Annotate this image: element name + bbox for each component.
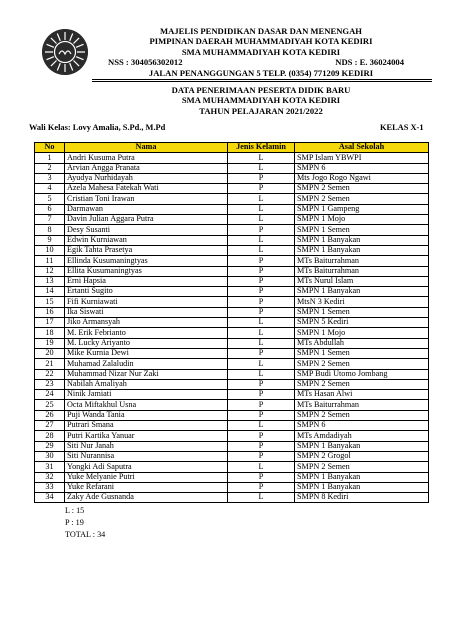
- letterhead-line-1: MAJELIS PENDIDIKAN DASAR DAN MENENGAH: [160, 26, 362, 36]
- document-title: [96, 85, 426, 116]
- table-row: [35, 235, 429, 245]
- cell-nama: Siti Nurannisa: [65, 451, 228, 461]
- letterhead-line-3: SMA MUHAMMADIYAH KOTA KEDIRI: [181, 46, 341, 57]
- cell-asal-sekolah: SMPN 1 Semen: [295, 225, 429, 235]
- cell-asal-sekolah: SMPN 6: [295, 421, 429, 431]
- cell-asal-sekolah: SMPN 1 Banyakan: [295, 441, 429, 451]
- table-row: [35, 287, 429, 297]
- cell-jenis-kelamin: L: [228, 204, 295, 214]
- cell-nama: Yuke Melyanie Putri: [65, 472, 228, 482]
- cell-no: 22: [35, 369, 65, 379]
- cell-jenis-kelamin: P: [228, 307, 295, 317]
- cell-nama: Ika Siswati: [65, 307, 228, 317]
- cell-no: 8: [35, 225, 65, 235]
- cell-asal-sekolah: MTs Baiturrahman: [295, 400, 429, 410]
- cell-no: 19: [35, 338, 65, 348]
- cell-no: 32: [35, 472, 65, 482]
- table-row: [35, 451, 429, 461]
- cell-jenis-kelamin: P: [228, 379, 295, 389]
- table-row: [35, 421, 429, 431]
- letterhead-rule-top: [92, 79, 432, 80]
- cell-no: 12: [35, 266, 65, 276]
- cell-no: 17: [35, 318, 65, 328]
- cell-no: 10: [35, 245, 65, 255]
- table-row: [35, 493, 429, 503]
- cell-asal-sekolah: SMPN 1 Banyakan: [295, 235, 429, 245]
- table-row: [35, 441, 429, 451]
- cell-nama: Fifi Kurniawati: [65, 297, 228, 307]
- cell-no: 24: [35, 390, 65, 400]
- letterhead-ids: [96, 57, 426, 67]
- cell-jenis-kelamin: P: [228, 431, 295, 441]
- cell-jenis-kelamin: P: [228, 173, 295, 183]
- summary-total: TOTAL : 34: [65, 530, 106, 540]
- cell-asal-sekolah: SMPN 2 Semen: [295, 379, 429, 389]
- cell-asal-sekolah: SMPN 1 Banyakan: [295, 245, 429, 255]
- letterhead: [96, 26, 426, 78]
- table-row: [35, 431, 429, 441]
- table-row: [35, 184, 429, 194]
- cell-no: 28: [35, 431, 65, 441]
- cell-nama: Siti Nur Janah: [65, 441, 228, 451]
- cell-asal-sekolah: Mts Jogo Rogo Ngawi: [295, 173, 429, 183]
- cell-nama: Jiko Armansyah: [65, 318, 228, 328]
- cell-no: 16: [35, 307, 65, 317]
- table-row: [35, 204, 429, 214]
- cell-no: 7: [35, 215, 65, 225]
- cell-nama: Octa Miftakhul Usna: [65, 400, 228, 410]
- cell-no: 6: [35, 204, 65, 214]
- cell-nama: Yuke Refarani: [65, 482, 228, 492]
- table-row: [35, 163, 429, 173]
- cell-asal-sekolah: MTs Amdadiyah: [295, 431, 429, 441]
- cell-jenis-kelamin: L: [228, 235, 295, 245]
- table-row: [35, 379, 429, 389]
- cell-no: 9: [35, 235, 65, 245]
- cell-asal-sekolah: SMP Islam YBWPI: [295, 153, 429, 163]
- cell-jenis-kelamin: L: [228, 359, 295, 369]
- cell-no: 23: [35, 379, 65, 389]
- table-row: [35, 359, 429, 369]
- cell-jenis-kelamin: L: [228, 493, 295, 503]
- cell-nama: Arvian Angga Pranata: [65, 163, 228, 173]
- title-line-3: TAHUN PELAJARAN 2021/2022: [199, 105, 323, 116]
- cell-asal-sekolah: MTs Hasan Alwi: [295, 390, 429, 400]
- cell-nama: Egik Tahta Prasetya: [65, 245, 228, 255]
- cell-jenis-kelamin: P: [228, 400, 295, 410]
- cell-asal-sekolah: SMPN 1 Semen: [295, 348, 429, 358]
- header-asal-sekolah: Asal Sekolah: [295, 143, 429, 153]
- cell-nama: Zaky Ade Gusnanda: [65, 493, 228, 503]
- letterhead-rule-bottom: [92, 81, 432, 82]
- cell-asal-sekolah: SMPN 2 Semen: [295, 410, 429, 420]
- cell-nama: M. Lucky Ariyanto: [65, 338, 228, 348]
- letterhead-line-2: PIMPINAN DAERAH MUHAMMADIYAH KOTA KEDIRI: [149, 36, 373, 47]
- table-row: [35, 390, 429, 400]
- table-row: [35, 153, 429, 163]
- cell-jenis-kelamin: P: [228, 287, 295, 297]
- cell-nama: Ayudya Nurhidayah: [65, 173, 228, 183]
- cell-jenis-kelamin: P: [228, 297, 295, 307]
- cell-nama: Yongki Adi Saputra: [65, 462, 228, 472]
- table-row: [35, 472, 429, 482]
- table-row: [35, 245, 429, 255]
- cell-asal-sekolah: MTs Nurul Islam: [295, 276, 429, 286]
- summary-male: L : 15: [65, 506, 85, 515]
- cell-asal-sekolah: SMPN 1 Mojo: [295, 328, 429, 338]
- cell-asal-sekolah: MtsN 3 Kediri: [295, 297, 429, 307]
- cell-nama: Edwin Kurniawan: [65, 235, 228, 245]
- cell-asal-sekolah: SMPN 1 Semen: [295, 307, 429, 317]
- cell-asal-sekolah: SMPN 8 Kediri: [295, 493, 429, 503]
- cell-nama: Erni Hapsia: [65, 276, 228, 286]
- cell-jenis-kelamin: L: [228, 369, 295, 379]
- cell-jenis-kelamin: P: [228, 410, 295, 420]
- cell-nama: Davin Julian Aggara Putra: [65, 215, 228, 225]
- cell-jenis-kelamin: P: [228, 441, 295, 451]
- cell-asal-sekolah: MTs Baiturrahman: [295, 256, 429, 266]
- cell-nama: Putri Kartika Yanuar: [65, 431, 228, 441]
- table-row: [35, 276, 429, 286]
- cell-asal-sekolah: SMPN 2 Semen: [295, 184, 429, 194]
- cell-no: 1: [35, 153, 65, 163]
- cell-jenis-kelamin: L: [228, 338, 295, 348]
- cell-nama: Desy Susanti: [65, 225, 228, 235]
- header-nama: Nama: [65, 143, 228, 153]
- cell-nama: Muhammad Nizar Nur Zaki: [65, 369, 228, 379]
- table-row: [35, 482, 429, 492]
- cell-nama: Darmawan: [65, 204, 228, 214]
- gender-summary: [65, 505, 105, 542]
- cell-no: 5: [35, 194, 65, 204]
- cell-jenis-kelamin: P: [228, 266, 295, 276]
- cell-jenis-kelamin: P: [228, 482, 295, 492]
- table-body: [35, 153, 429, 503]
- cell-nama: M. Erik Febrianto: [65, 328, 228, 338]
- student-table: [34, 142, 429, 503]
- cell-jenis-kelamin: P: [228, 472, 295, 482]
- cell-no: 15: [35, 297, 65, 307]
- table-row: [35, 410, 429, 420]
- cell-no: 31: [35, 462, 65, 472]
- cell-asal-sekolah: SMPN 1 Banyakan: [295, 472, 429, 482]
- cell-jenis-kelamin: L: [228, 194, 295, 204]
- table-row: [35, 307, 429, 317]
- cell-nama: Ellita Kusumaningtyas: [65, 266, 228, 276]
- table-row: [35, 256, 429, 266]
- cell-no: 13: [35, 276, 65, 286]
- cell-jenis-kelamin: L: [228, 163, 295, 173]
- cell-jenis-kelamin: P: [228, 348, 295, 358]
- cell-jenis-kelamin: L: [228, 318, 295, 328]
- table-row: [35, 297, 429, 307]
- cell-nama: Putrari Smana: [65, 421, 228, 431]
- cell-no: 26: [35, 410, 65, 420]
- cell-nama: Andri Kusuma Putra: [65, 153, 228, 163]
- letterhead-address: JALAN PENANGGUNGAN 5 TELP. (0354) 771209 KEDIRI: [148, 67, 374, 78]
- cell-no: 29: [35, 441, 65, 451]
- cell-no: 14: [35, 287, 65, 297]
- cell-nama: Mike Kurnia Dewi: [65, 348, 228, 358]
- logo-sun-graphic: [42, 29, 88, 75]
- table-row: [35, 318, 429, 328]
- muhammadiyah-logo-icon: [42, 29, 88, 75]
- table-row: [35, 173, 429, 183]
- cell-no: 30: [35, 451, 65, 461]
- cell-jenis-kelamin: P: [228, 184, 295, 194]
- cell-nama: Ertanti Sugito: [65, 287, 228, 297]
- cell-jenis-kelamin: P: [228, 276, 295, 286]
- cell-asal-sekolah: SMP Budi Utomo Jombang: [295, 369, 429, 379]
- cell-nama: Muhamad Zalaludin: [65, 359, 228, 369]
- table-row: [35, 225, 429, 235]
- table-row: [35, 194, 429, 204]
- table-row: [35, 400, 429, 410]
- cell-no: 27: [35, 421, 65, 431]
- cell-jenis-kelamin: L: [228, 215, 295, 225]
- table-row: [35, 266, 429, 276]
- nss-number: NSS : 304056302012: [108, 57, 183, 68]
- table-row: [35, 215, 429, 225]
- table-row: [35, 348, 429, 358]
- class-label: KELAS X-1: [380, 123, 424, 132]
- cell-nama: Nabilah Amaliyah: [65, 379, 228, 389]
- cell-no: 2: [35, 163, 65, 173]
- cell-nama: Azela Mahesa Fatekah Wati: [65, 184, 228, 194]
- table-row: [35, 462, 429, 472]
- header-jenis-kelamin: Jenis Kelamin: [228, 143, 295, 153]
- cell-jenis-kelamin: L: [228, 245, 295, 255]
- homeroom-teacher: Wali Kelas: Lovy Amalia, S.Pd., M.Pd: [29, 123, 166, 132]
- cell-asal-sekolah: SMPN 2 Grogol: [295, 451, 429, 461]
- cell-asal-sekolah: SMPN 1 Banyakan: [295, 482, 429, 492]
- cell-jenis-kelamin: P: [228, 256, 295, 266]
- cell-nama: Cristian Toni Irawan: [65, 194, 228, 204]
- cell-jenis-kelamin: L: [228, 153, 295, 163]
- cell-no: 4: [35, 184, 65, 194]
- cell-no: 33: [35, 482, 65, 492]
- cell-jenis-kelamin: P: [228, 225, 295, 235]
- cell-asal-sekolah: SMPN 6: [295, 163, 429, 173]
- table-row: [35, 338, 429, 348]
- cell-asal-sekolah: MTs Abdullah: [295, 338, 429, 348]
- cell-no: 20: [35, 348, 65, 358]
- cell-asal-sekolah: SMPN 2 Semen: [295, 462, 429, 472]
- title-line-2: SMA MUHAMMADIYAH KOTA KEDIRI: [181, 95, 341, 106]
- cell-asal-sekolah: MTs Baiturrahman: [295, 266, 429, 276]
- cell-nama: Ellinda Kusumaningtyas: [65, 256, 228, 266]
- header-no: No: [35, 143, 65, 153]
- table-row: [35, 369, 429, 379]
- cell-jenis-kelamin: P: [228, 390, 295, 400]
- cell-asal-sekolah: SMPN 1 Gampeng: [295, 204, 429, 214]
- cell-jenis-kelamin: L: [228, 421, 295, 431]
- cell-asal-sekolah: SMPN 5 Kediri: [295, 318, 429, 328]
- summary-female: P : 19: [65, 518, 84, 528]
- cell-nama: Ninik Jamiati: [65, 390, 228, 400]
- cell-asal-sekolah: SMPN 2 Semen: [295, 359, 429, 369]
- cell-jenis-kelamin: P: [228, 451, 295, 461]
- nds-number: NDS : E. 36024004: [335, 57, 404, 68]
- cell-asal-sekolah: SMPN 2 Semen: [295, 194, 429, 204]
- table-row: [35, 328, 429, 338]
- cell-jenis-kelamin: L: [228, 328, 295, 338]
- cell-no: 3: [35, 173, 65, 183]
- cell-no: 34: [35, 493, 65, 503]
- title-line-1: DATA PENERIMAAN PESERTA DIDIK BARU: [171, 85, 351, 95]
- cell-no: 18: [35, 328, 65, 338]
- cell-asal-sekolah: SMPN 1 Banyakan: [295, 287, 429, 297]
- cell-no: 11: [35, 256, 65, 266]
- table-header-row: [35, 143, 429, 153]
- cell-nama: Puji Wanda Tania: [65, 410, 228, 420]
- cell-no: 25: [35, 400, 65, 410]
- cell-jenis-kelamin: L: [228, 462, 295, 472]
- cell-no: 21: [35, 359, 65, 369]
- cell-asal-sekolah: SMPN 1 Mojo: [295, 215, 429, 225]
